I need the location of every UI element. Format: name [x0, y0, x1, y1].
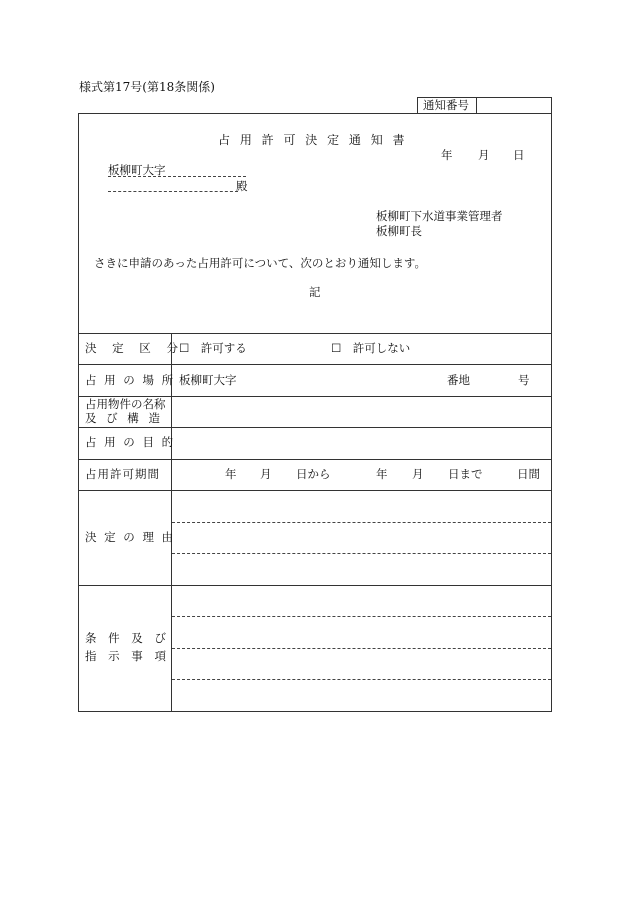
recipient-address: 板柳町大字 [108, 163, 166, 177]
ki-heading: 記 [309, 285, 321, 299]
period-end-day: 日まで [448, 467, 483, 481]
conditions-label-line2: 指 示 事 項 [85, 649, 170, 663]
period-end-month: 月 [412, 467, 424, 481]
place-label: 占 用 の 場 所 [85, 373, 176, 387]
object-label-line1: 占用物件の名称 [85, 397, 166, 411]
recipient-address-line [108, 176, 246, 177]
decision-label: 決 定 区 分 [85, 341, 184, 355]
recipient-name-line [108, 191, 238, 192]
place-banchi: 番地 [447, 373, 470, 387]
notice-number-label: 通知番号 [423, 98, 469, 112]
period-end-year: 年 [376, 467, 388, 481]
deny-checkbox[interactable]: ☐ 許可しない [331, 341, 411, 355]
date-month: 月 [478, 148, 490, 162]
reason-label: 決 定 の 理 由 [85, 530, 176, 544]
date-year: 年 [441, 148, 453, 162]
place-gou: 号 [518, 373, 530, 387]
intro-text: さきに申請のあった占用許可について、次のとおり通知します。 [94, 256, 427, 270]
period-start-month: 月 [260, 467, 272, 481]
period-start-year: 年 [225, 467, 237, 481]
period-days: 日間 [517, 467, 540, 481]
period-start-day: 日から [296, 467, 331, 481]
date-day: 日 [513, 148, 525, 162]
object-label-line2: 及 び 構 造 [85, 411, 163, 425]
document-title: 占 用 許 可 決 定 通 知 書 [218, 133, 408, 147]
issuer-line2: 板柳町長 [376, 224, 422, 238]
form-number-label: 様式第17号(第18条関係) [79, 80, 215, 94]
issuer-line1: 板柳町下水道事業管理者 [376, 209, 503, 223]
permit-checkbox[interactable]: ☐ 許可する [179, 341, 247, 355]
period-label: 占用許可期間 [85, 467, 160, 481]
place-value[interactable]: 板柳町大字 [179, 373, 237, 387]
conditions-label-line1: 条 件 及 び [85, 631, 170, 645]
purpose-label: 占 用 の 目 的 [85, 435, 176, 449]
recipient-honorific: 殿 [236, 179, 248, 193]
